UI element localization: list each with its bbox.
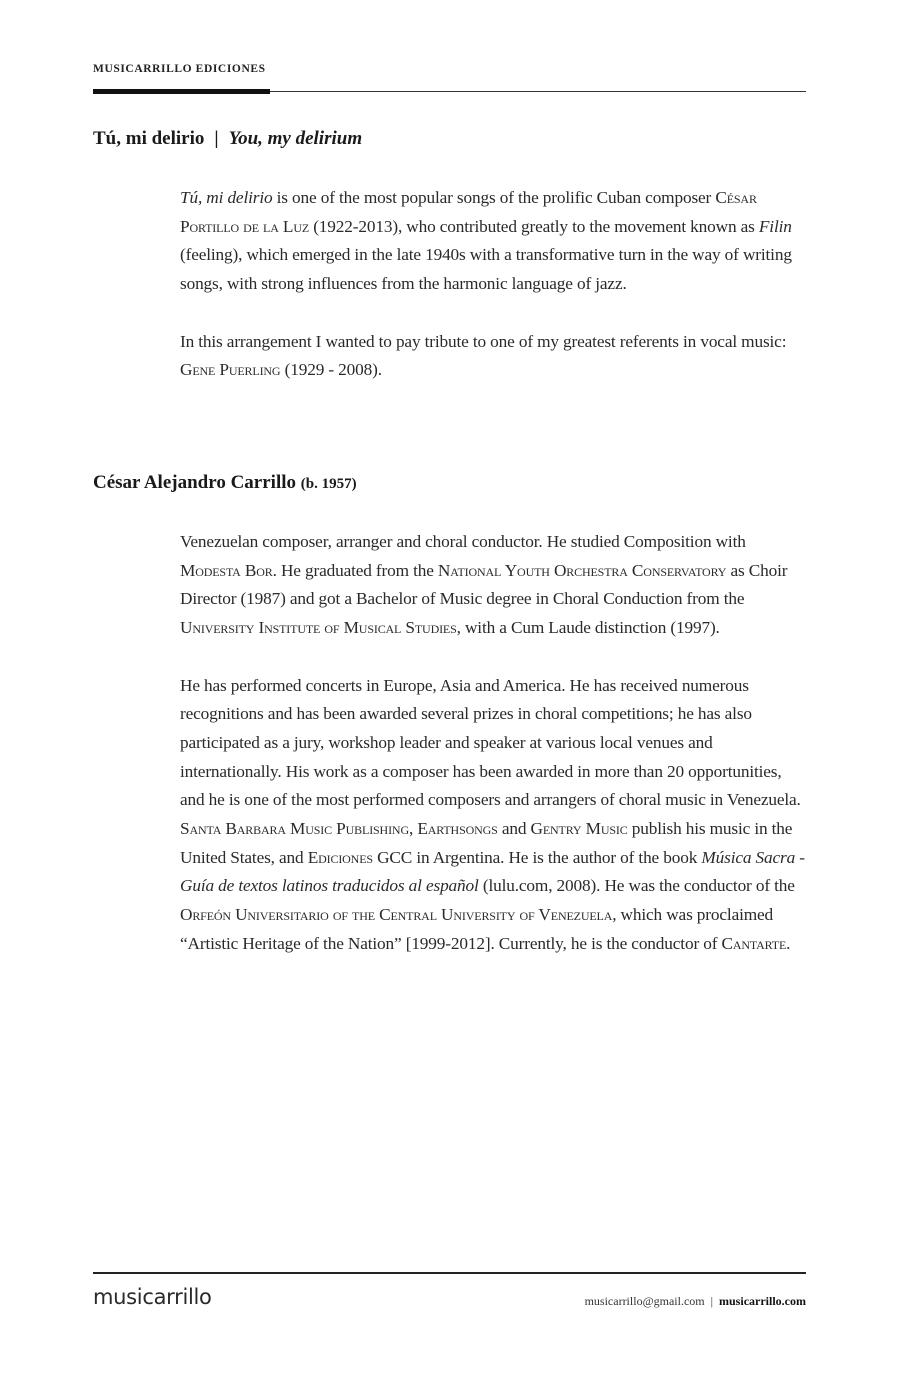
publisher-name: Santa Barbara Music Publishing [180,819,409,839]
footer-contact [585,1294,806,1309]
bio-text: and [497,819,531,839]
contact-email[interactable]: musicarrillo@gmail.com [584,1294,705,1308]
intro-text: is one of the most popular songs of the prolific Cuban composer [272,188,716,207]
footer-rule [93,1272,806,1274]
teacher-name: Modesta Bor [180,560,273,580]
bio-section [180,528,810,959]
bio-text: GCC in Argentina. He is the author of the book [372,847,702,867]
bio-text: as Choir Director (1987) and got a Bachelor of Music degree in Choral Conduction from the [180,560,788,609]
intro-text: (feeling), which emerged in the late 1940s with a transformative turn in the way of writing songs, with strong influences from the harmonic language of jazz. [180,245,792,294]
bio-dates: (b. 1957) [300,476,357,492]
publisher-header: MUSICARRILLO EDICIONES [93,63,266,75]
publisher-name: Earthsongs [417,819,498,839]
bio-paragraph-1 [180,528,810,643]
publisher-name: Ediciones [307,847,373,867]
bio-text: , which was proclaimed “Artistic Heritage of the Nation” [1999-2012]. Currently, he is the conductor of [180,905,774,953]
intro-section [180,184,810,385]
intro-text: (1929 - 2008). [280,360,382,380]
publisher-name: Gentry Music [530,819,628,839]
contact-separator: | [710,1294,714,1308]
musicarrillo-logo: musicarrillo [93,1285,212,1309]
tribute-name: Gene Puerling [180,360,281,380]
page-title [93,128,362,150]
bio-text: , with a Cum Laude distinction (1997). [456,618,720,638]
bio-heading [93,472,357,494]
choir-name: Orfeón Universitario of the Central University of Venezuela [180,905,613,925]
movement-name: Filin [758,216,792,236]
song-title: Tú, mi delirio [180,188,273,207]
title-english: You, my delirium [228,128,363,149]
bio-text: He has performed concerts in Europe, Asia and America. He has received numerous recognitions and has been awarded several prizes in choral competitions; he has also participated as a jury, workshop leader and speaker at various local venues and internationally. His work as a composer has been awarded in more than 20 opportunities, and he is one of the most performed composers and arrangers of choral music in Venezuela. [180,675,801,810]
composer-name: César Portillo de la Luz [180,188,757,236]
bio-text: (lulu.com, 2008). He was the conductor of the [478,876,795,896]
institute-name: University Institute of Musical Studies [180,618,457,638]
intro-paragraph-2 [180,328,810,385]
bio-text: publish his music in the United States, and [180,819,793,867]
bio-name: César Alejandro Carrillo [93,472,296,493]
title-separator: | [214,128,219,149]
conservatory-name: National Youth Orchestra Conservatory [437,560,727,580]
title-spanish: Tú, mi delirio [93,128,205,149]
header-rule-accent [93,89,270,94]
bio-paragraph-2 [180,672,810,959]
bio-text: Venezuelan composer, arranger and choral conductor. He studied Composition with [180,532,746,551]
current-choir-name: Cantarte [721,933,787,953]
intro-text: In this arrangement I wanted to pay tribute to one of my greatest referents in vocal music: [180,331,787,351]
intro-paragraph-1 [180,184,810,299]
bio-text: , [408,819,418,839]
bio-text: . [786,933,791,953]
book-title: Música Sacra - Guía de textos latinos traducidos al español [180,847,805,896]
website-link[interactable]: musicarrillo.com [719,1294,806,1308]
intro-text: (1922-2013), who contributed greatly to the movement known as [309,216,759,236]
bio-text: . He graduated from the [272,560,438,580]
